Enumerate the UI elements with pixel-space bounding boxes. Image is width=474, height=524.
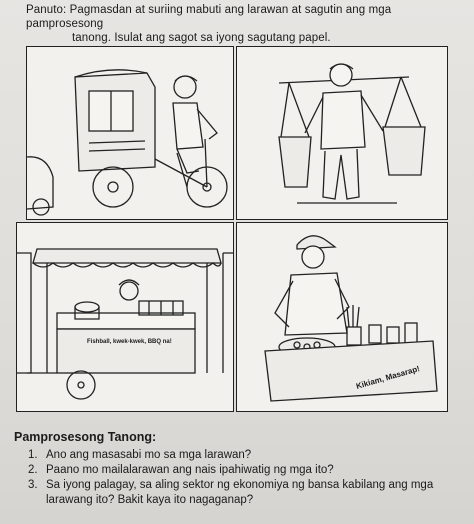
questions-heading: Pamprosesong Tanong: [14,430,157,444]
question-text: Sa iyong palagay, sa aling sektor ng ekonomiya ng bansa kabilang ang mga larawang ito? Bakit kaya ito nagaganap? [46,479,434,506]
question-number: 2. [28,464,38,476]
instructions [26,3,466,45]
water-vendor-illustration [237,47,448,220]
questions-list [14,448,464,508]
food-cart-illustration [17,223,234,412]
question-item-2 [28,463,464,478]
panel-water-vendor [236,46,448,220]
cart-sign: Fishball, kwek-kwek, BBQ na! [87,339,172,345]
panel-kikiam-vendor [236,222,448,412]
tricycle-illustration [27,47,234,220]
question-text: Paano mo mailalarawan ang nais ipahiwatig ng mga ito? [46,464,334,476]
question-item-1 [28,448,464,463]
kikiam-vendor-illustration [237,223,448,412]
question-text: Ano ang masasabi mo sa mga larawan? [46,449,252,461]
question-item-3 [28,478,464,508]
panel-food-cart [16,222,234,412]
panel-tricycle [26,46,234,220]
illustration-grid [14,44,454,414]
counter-sign: Kikiam, Masarap! [355,364,421,391]
question-number: 3. [28,479,38,491]
instructions-line-2: tanong. Isulat ang sagot sa iyong sagutang papel. [72,32,331,44]
processing-questions [14,430,464,508]
instructions-line-1: Panuto: Pagmasdan at suriing mabuti ang larawan at sagutin ang mga pamprosesong [26,4,392,30]
question-number: 1. [28,449,38,461]
